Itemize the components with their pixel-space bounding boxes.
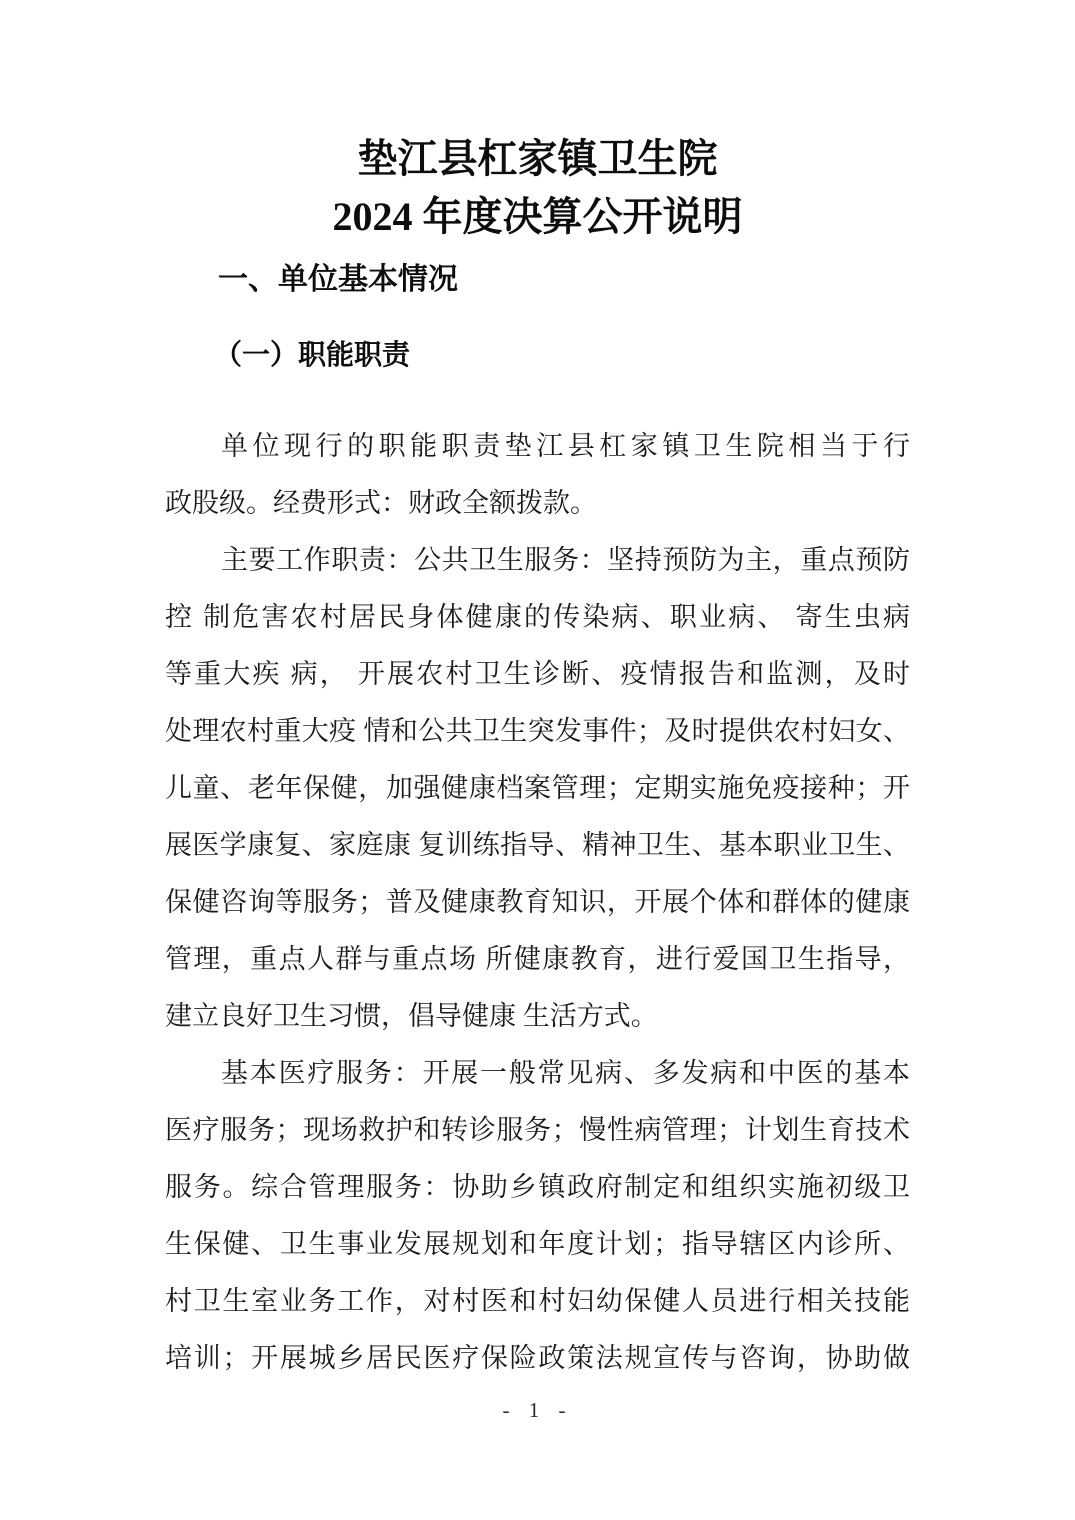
body-text-line: 服务。综合管理服务：协助乡镇政府制定和组织实施初级卫 [165, 1172, 910, 1202]
page-footer [0, 1398, 1075, 1423]
body-text-line: 处理农村重大疫 情和公共卫生突发事件；及时提供农村妇女、 [165, 716, 910, 746]
body-text-line: 管理，重点人群与重点场 所健康教育，进行爱国卫生指导， [165, 944, 910, 974]
body-text-line: 保健咨询等服务；普及健康教育知识，开展个体和群体的健康 [165, 887, 910, 917]
document-title-line1: 垫江县杠家镇卫生院 [357, 136, 718, 181]
body-text-line: 儿童、老年保健，加强健康档案管理；定期实施免疫接种；开 [165, 773, 910, 803]
body-text-line: 基本医疗服务：开展一般常见病、多发病和中医的基本 [221, 1058, 910, 1088]
body-text-line: 等重大疾 病， 开展农村卫生诊断、疫情报告和监测，及时 [165, 659, 910, 689]
document-body [0, 418, 1075, 1387]
body-text-line: 村卫生室业务工作，对村医和村妇幼保健人员进行相关技能 [165, 1286, 910, 1316]
paragraph [165, 418, 910, 532]
body-text-line: 展医学康复、家庭康 复训练指导、精神卫生、基本职业卫生、 [165, 830, 910, 860]
body-text-line: 医疗服务；现场救护和转诊服务；慢性病管理；计划生育技术 [165, 1115, 910, 1145]
body-text-line: 建立良好卫生习惯，倡导健康 生活方式。 [165, 1001, 658, 1031]
page-number: - 1 - [502, 1398, 573, 1422]
body-text-line: 单位现行的职能职责垫江县杠家镇卫生院相当于行 [221, 431, 910, 461]
paragraph [165, 1045, 910, 1387]
body-text-line: 政股级。经费形式：财政全额拨款。 [165, 488, 597, 518]
body-text-line: 培训；开展城乡居民医疗保险政策法规宣传与咨询，协助做 [165, 1343, 910, 1373]
body-text-line: 主要工作职责：公共卫生服务：坚持预防为主，重点预防 [221, 545, 910, 575]
section-heading: 一、单位基本情况 [218, 263, 458, 296]
body-text-line: 生保健、卫生事业发展规划和年度计划；指导辖区内诊所、 [165, 1229, 910, 1259]
body-text-line: 控 制危害农村居民身体健康的传染病、职业病、 寄生虫病 [165, 602, 910, 632]
subsection-heading: （一）职能职责 [214, 340, 411, 371]
document-title-line2: 2024 年度决算公开说明 [332, 194, 743, 239]
paragraph [165, 532, 910, 1045]
